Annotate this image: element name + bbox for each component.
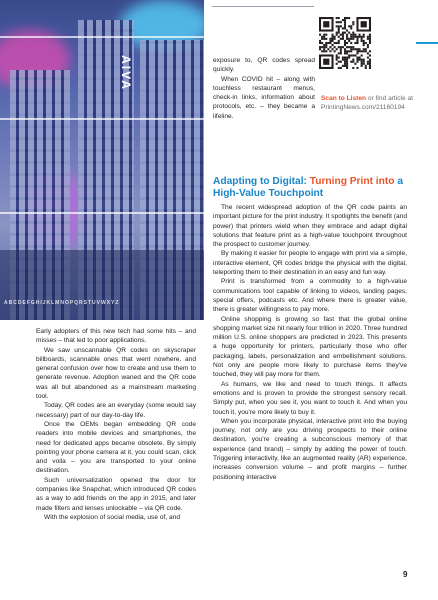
section-heading [213, 176, 407, 199]
building-stripe [0, 118, 204, 120]
qr-code[interactable] [319, 17, 371, 69]
paragraph: Print is transformed from a commodity to a high-value communications tool capable of linking to videos, landing pages, special offers, podcasts etc. And where there is greater value, there is greater willingness to pay more. [213, 278, 407, 314]
paragraph: Once the OEMs began embedding QR code readers into mobile devices and smartphones, the need for dedicated apps became obsolete. By simply pointing your phone camera at it, you could scan, click and voila – you are transported to your online destination. [36, 420, 196, 475]
paragraph: exposure to, QR codes spread quickly. [213, 57, 315, 74]
storefront-sign: ABCDEFGHIJKLMNOPQRSTUVWXYZ [4, 300, 120, 306]
scan-link-text: or find article at PrintingNews.com/21160194 [321, 95, 413, 111]
paragraph: We saw unscannable QR codes on skyscraper billboards, scannable ones that went nowhere, and general confusion over how to create and use them to generate revenue. Adoption waned and the QR code was all but abandoned as a mainstream marketing tool. [36, 346, 196, 401]
paragraph: Such universalization opened the door for companies like Snapchat, which introduced QR codes as a way to add friends on the app in 2015, and later made filters and lenses unlockable – via QR code. [36, 476, 196, 512]
paragraph: When you incorporate physical, interactive print into the buying journey, not only are you driving prospects to their online destination, you're creating a subconscious memory of that experience (and brand) – simply by adding the power of touch. Triggering interactivity, like an augmented reality (AR) experience, increases conversion volume – and profit margins – further positioning interactive [213, 417, 407, 481]
body-column-right [213, 176, 407, 482]
column-rule [212, 6, 314, 7]
paragraph: Today, QR codes are an everyday (some would say necessary) part of our day-to-day life. [36, 402, 196, 419]
heading-part2: a High-Value Touchpoint [213, 176, 403, 199]
city-photo [0, 0, 204, 320]
building-stripe [0, 36, 204, 38]
accent-bar [416, 42, 438, 44]
page-number: 9 [403, 570, 408, 579]
building-stripe [0, 212, 204, 214]
heading-highlight: Turning Print into [309, 176, 395, 187]
paragraph: The recent widespread adoption of the QR code paints an important picture for the print industry. It spotlights the benefit (and power) that printers wield when they embrace and adapt digital solutions that feature print as a high-value touchpoint throughout the prospect to customer journey. [213, 204, 407, 249]
body-column-upper [213, 56, 315, 121]
street-level [0, 250, 204, 320]
paragraph: Early adopters of this new tech had some hits – and misses – that led to poor applications. [36, 328, 196, 345]
scan-to-listen[interactable] [321, 94, 417, 112]
scan-lead: Scan to Listen [321, 95, 367, 102]
paragraph: Online shopping is growing so fast that the global online shopping market size hit nearly four trillion in 2020. Three hundred million U.S. online shoppers are predicted in 2023. This presents a huge opportunity for printers, particularly those who offer packaging, labels, personalization and embellishment solutions. Not only are people more likely to purchase items they've touched, they will pay more for them. [213, 315, 407, 379]
paragraph: With the explosion of social media, use of, and [44, 513, 180, 521]
neon-sign: AIVA [118, 55, 133, 91]
heading-part1: Adapting to Digital: [213, 176, 310, 187]
paragraph: By making it easier for people to engage with print via a simple, interactive element, QR codes bridge the physical with the digital, teleporting them to their destination in an easy and fun way. [213, 250, 407, 277]
paragraph: When COVID hit – along with touchless restaurant menus, check-in links, information about protocols, etc. – they became a lifeline. [213, 75, 315, 120]
body-column-left [36, 327, 196, 522]
paragraph: As humans, we like and need to touch things. It affects emotions and is proven to provide the strongest sensory recall. Simply put, when you see it, you want to touch it. And when you touch it, you're more likely to buy it. [213, 380, 407, 416]
